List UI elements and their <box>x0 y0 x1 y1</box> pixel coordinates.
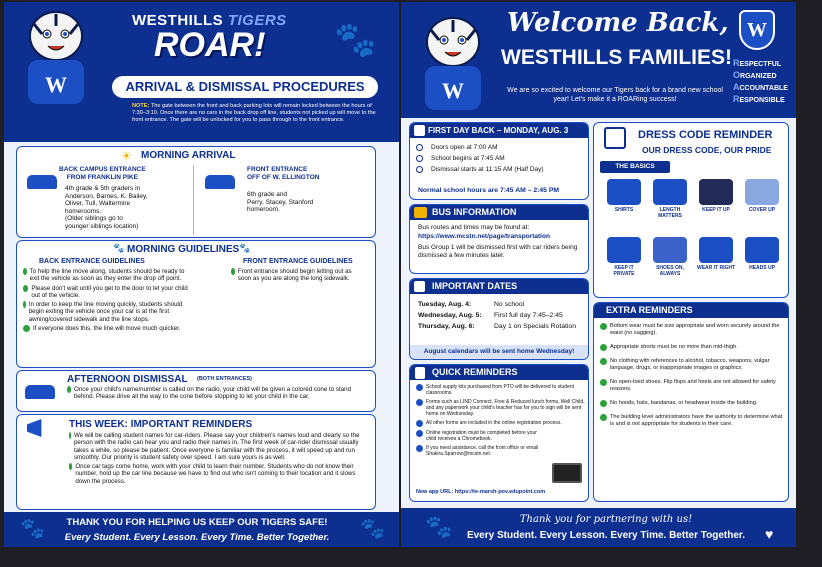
list-item: We will be calling student names for car-riders. Please say your children's names loud and clearly so the person with the radio can hear you and radio their names in. The first week of car-rider dismissal usually takes a while, so please be patient. Once everyone is familiar with the process, it will speed up and run smoothly. Our priority is student safety over speed. I am sure yours is as well. <box>69 432 369 461</box>
list-item: Forms such as LIND Connect, Free & Reduced lunch forms, Well Child, and any paperwork your child's teacher has for you to sign will be sent home on Wednesday. <box>416 399 586 417</box>
morning-guidelines-title: MORNING GUIDELINES <box>127 244 240 255</box>
dress-code-title: DRESS CODE REMINDER <box>638 129 773 141</box>
front-guidelines-title: FRONT ENTRANCE GUIDELINES <box>243 258 353 265</box>
footer-thanks: THANK YOU FOR HELPING US KEEP OUR TIGERS SAFE! <box>66 517 328 528</box>
check-icon <box>23 325 30 332</box>
morning-arrival-card <box>16 146 376 238</box>
shirt-icon <box>607 179 641 205</box>
list-item: Once car tags come home, work with your child to learn their number. Students who do not know their number, hold up the car line because we have to find out who isn't coming to their location and it slows down the process. <box>69 463 369 485</box>
dress-code-item <box>696 179 736 213</box>
check-icon <box>416 430 423 437</box>
roar-word: RESPECTFUL <box>733 58 782 68</box>
check-icon <box>600 400 607 407</box>
list-item: To help the line move along, students should be ready to exit the vehicle as soon as they enter the drop off point. <box>23 268 191 283</box>
bus-title: BUS INFORMATION <box>410 205 588 220</box>
afternoon-title: AFTERNOON DISMISSAL <box>67 374 188 385</box>
car-icon <box>27 175 57 189</box>
list-item: In order to keep the line moving quickly, students should begin exiting the vehicle once your car is at the first awning/covered sidewalk and the line stops. <box>23 301 191 323</box>
front-entrance-text: 6th grade and Perry, Stacey, Stanford homeroom. <box>247 191 314 214</box>
hoodie-icon <box>699 237 733 263</box>
tiger-mascot <box>12 4 100 104</box>
dress-code-card <box>593 122 789 298</box>
dress-code-item <box>742 179 782 213</box>
morning-guidelines-card <box>16 240 376 368</box>
check-icon <box>69 432 71 439</box>
list-item: If you need assistance, call the front office or email Shakira.Sparrow@mcstn.net. <box>416 445 546 457</box>
paw-icon: 🐾 <box>334 21 377 59</box>
clock-icon <box>416 144 423 151</box>
list-item: Front entrance should begin letting out as soon as you are along the long sidewalk. <box>231 268 361 283</box>
dress-code-subtitle: OUR DRESS CODE, OUR PRIDE <box>642 145 772 155</box>
normal-hours: Normal school hours are 7:45 AM – 2:45 PM <box>418 187 560 194</box>
dress-code-item <box>742 237 782 271</box>
list-item: No open-toed shoes. Flip flops and heels are not allowed for safety reasons. <box>600 379 784 393</box>
back-guidelines-list <box>23 268 191 332</box>
afternoon-text: Once your child's name/number is called on the radio, your child will be given a colored cone to stand behind. Please drive all the way to the cone before stopping to let your child in the car. <box>67 386 367 401</box>
afternoon-dismissal-card <box>16 370 376 412</box>
this-week-title: THIS WEEK: IMPORTANT REMINDERS <box>69 419 253 430</box>
welcome-title: Welcome Back, <box>507 8 729 38</box>
footer-thanks: Thank you for partnering with us! <box>519 514 693 525</box>
extra-list <box>600 323 784 428</box>
dress-code-item <box>604 179 644 213</box>
roar-acronym <box>733 58 788 106</box>
check-icon <box>23 268 27 275</box>
list-item: No clothing with references to alcohol, tobacco, weapons, vulgar language, drugs, or inappropriate images or graphics. <box>600 358 784 372</box>
this-week-card <box>16 414 376 510</box>
brand-name: WESTHILLS <box>132 12 224 29</box>
list-item: Online registration must be completed before your child receives a Chromebook. <box>416 430 546 442</box>
calendar-icon <box>414 125 425 136</box>
check-icon <box>23 301 26 308</box>
note-label: NOTE: <box>132 103 150 109</box>
brand-tigers: TIGERS <box>227 12 287 29</box>
footer-motto: Every Student. Every Lesson. Every Time. Better Together. <box>64 532 330 543</box>
shield-icon: W <box>739 10 775 50</box>
quick-reminders-title: QUICK REMINDERS <box>410 365 588 380</box>
check-icon <box>231 268 235 275</box>
heart-icon: ♥ <box>765 526 774 542</box>
list-item: Bottom wear must be size appropriate and worn securely around the waist (no sagging). <box>600 323 784 337</box>
app-url[interactable]: New app URL: https://te-marsh-pov.edupoint.com <box>416 489 546 495</box>
cap-icon <box>745 237 779 263</box>
dress-code-item-label: KEEP IT PRIVATE <box>613 265 635 277</box>
first-day-card <box>409 122 589 200</box>
dates-card <box>409 278 589 360</box>
dates-table <box>418 299 576 332</box>
clock-icon <box>416 155 423 162</box>
back-guidelines-title: BACK ENTRANCE GUIDELINES <box>39 258 145 265</box>
afternoon-subtitle: (BOTH ENTRANCES) <box>197 376 252 382</box>
front-guidelines-list <box>231 268 361 283</box>
pants-icon <box>607 237 641 263</box>
back-entrance-title: BACK CAMPUS ENTRANCE FROM FRANKLIN PIKE <box>59 166 146 181</box>
bus-card <box>409 204 589 274</box>
footer-motto: Every Student. Every Lesson. Every Time. Better Together. <box>466 530 746 541</box>
check-icon <box>600 323 607 330</box>
first-day-list <box>416 142 544 175</box>
dress-code-item-label: SHIRTS <box>614 207 634 213</box>
table-row: Thursday, Aug. 6: Day 1 on Specials Rotation <box>418 323 576 330</box>
roar-word: ORGANIZED <box>733 70 777 80</box>
list-item: All other forms are included in the online registration process. <box>416 420 586 427</box>
dress-code-item-label: COVER UP <box>748 207 776 213</box>
table-row: Tuesday, Aug. 4: No school <box>418 301 525 308</box>
belted-shorts-icon <box>699 179 733 205</box>
list-item: School begins at 7:45 AM <box>416 153 544 164</box>
dress-code-item <box>604 237 644 277</box>
paw-icon: 🐾 <box>425 514 453 539</box>
sun-icon: ☀ <box>121 149 132 163</box>
tank-top-icon <box>745 179 779 205</box>
clipboard-icon <box>415 367 425 379</box>
extra-reminders-title: EXTRA REMINDERS <box>594 303 788 318</box>
quick-reminders-card <box>409 364 589 502</box>
check-icon <box>23 285 28 292</box>
megaphone-icon <box>27 419 51 437</box>
arrival-dismissal-flyer <box>4 2 399 547</box>
divider <box>193 165 194 235</box>
extra-reminders-card <box>593 302 789 502</box>
svg-text:W: W <box>45 72 67 97</box>
paw-icon: 🐾 <box>360 518 385 540</box>
list-item: Doors open at 7:00 AM <box>416 142 544 153</box>
check-icon <box>416 384 423 391</box>
car-icon <box>25 385 55 399</box>
dress-code-item-label: SHOES ON, ALWAYS <box>656 265 684 277</box>
front-entrance-title: FRONT ENTRANCE OFF OF W. ELLINGTON <box>247 166 320 181</box>
check-icon <box>416 399 423 406</box>
dates-note: August calendars will be sent home Wednesday! <box>410 345 588 359</box>
this-week-list <box>69 432 369 485</box>
check-icon <box>600 358 607 365</box>
shirt-icon <box>604 127 626 149</box>
families-title: WESTHILLS FAMILIES! <box>501 46 732 69</box>
dates-title: IMPORTANT DATES <box>410 279 588 294</box>
list-item: Please don't wait until you get to the door to let your child out of the vehicle. <box>23 285 191 300</box>
calendar-icon <box>414 281 425 292</box>
tiger-mascot <box>409 10 497 110</box>
bus-line1: Bus routes and times may be found at: <box>418 224 530 231</box>
car-icon <box>205 175 235 189</box>
bus-line2: Bus Group 1 will be dismissed first with car riders being dismissed a few minutes later. <box>418 244 578 259</box>
morning-arrival-title: MORNING ARRIVAL <box>141 150 236 161</box>
check-icon <box>416 420 423 427</box>
list-item: No hoods, hats, bandanas, or headwear inside the building. <box>600 400 784 407</box>
back-entrance-text: 4th grade & 5th graders in Anderson, Barnes, K. Bailey, Oliver, Tull, Waltermire homerooms. (Older siblings go to younger siblings location) <box>65 185 148 230</box>
check-icon <box>416 445 423 452</box>
paw-icon: 🐾 <box>239 243 251 253</box>
quick-list <box>416 384 586 457</box>
roar-word: ACCOUNTABLE <box>733 82 788 92</box>
bus-icon <box>414 207 427 218</box>
gate-note <box>132 103 382 124</box>
list-item: Dismissal starts at 11:15 AM (Half Day) <box>416 164 544 175</box>
laptop-icon <box>552 463 582 483</box>
clock-icon <box>416 166 423 173</box>
roar-title: ROAR! <box>154 26 266 64</box>
dress-code-item-label: KEEP IT UP <box>702 207 730 213</box>
check-icon <box>69 463 72 470</box>
note-text: The gate between the front and back parking lots will remain locked between the hours of 7:30–3:10. Once there are no cars in the back drop off line, students not picked up will move to the front entrance. The gate will be unlocked for you to pass through to the front entrance. <box>132 103 376 123</box>
dress-code-item-label: HEADS UP <box>749 265 775 271</box>
list-item: If everyone does this, the line will move much quicker. <box>23 325 191 332</box>
basics-label: THE BASICS <box>600 161 670 173</box>
paw-icon: 🐾 <box>20 518 45 540</box>
paw-icon: 🐾 <box>113 243 125 253</box>
list-item: Appropriate shorts must be no more than mid-thigh. <box>600 344 784 351</box>
list-item: The building level administrators have the authority to determine what is and is not appropriate for students in their care. <box>600 414 784 428</box>
check-icon <box>600 414 607 421</box>
dress-code-item <box>696 237 736 271</box>
dress-code-item-label: LENGTH MATTERS <box>658 207 682 219</box>
sneaker-icon <box>653 237 687 263</box>
dress-code-item <box>650 179 690 219</box>
svg-text:W: W <box>442 78 464 103</box>
roar-word: RESPONSIBLE <box>733 94 785 104</box>
check-icon <box>67 386 71 393</box>
shorts-icon <box>653 179 687 205</box>
bus-url[interactable]: https://www.mcstn.net/page/transportation <box>418 233 550 240</box>
table-row: Wednesday, Aug. 5: First full day 7:45–2:45 <box>418 312 563 319</box>
first-day-title: FIRST DAY BACK – MONDAY, AUG. 3 <box>410 123 588 138</box>
list-item: School supply kits purchased from PTO will be delivered to student classrooms. <box>416 384 586 396</box>
dress-code-item-label: WEAR IT RIGHT <box>696 265 736 271</box>
dress-code-item <box>650 237 690 277</box>
check-icon <box>600 379 607 386</box>
welcome-back-flyer <box>401 2 796 547</box>
intro-text: We are so excited to welcome our Tigers back for a brand new school year! Let's make it a ROARing success! <box>507 87 723 103</box>
check-icon <box>600 344 607 351</box>
procedures-banner: ARRIVAL & DISMISSAL PROCEDURES <box>112 76 378 98</box>
